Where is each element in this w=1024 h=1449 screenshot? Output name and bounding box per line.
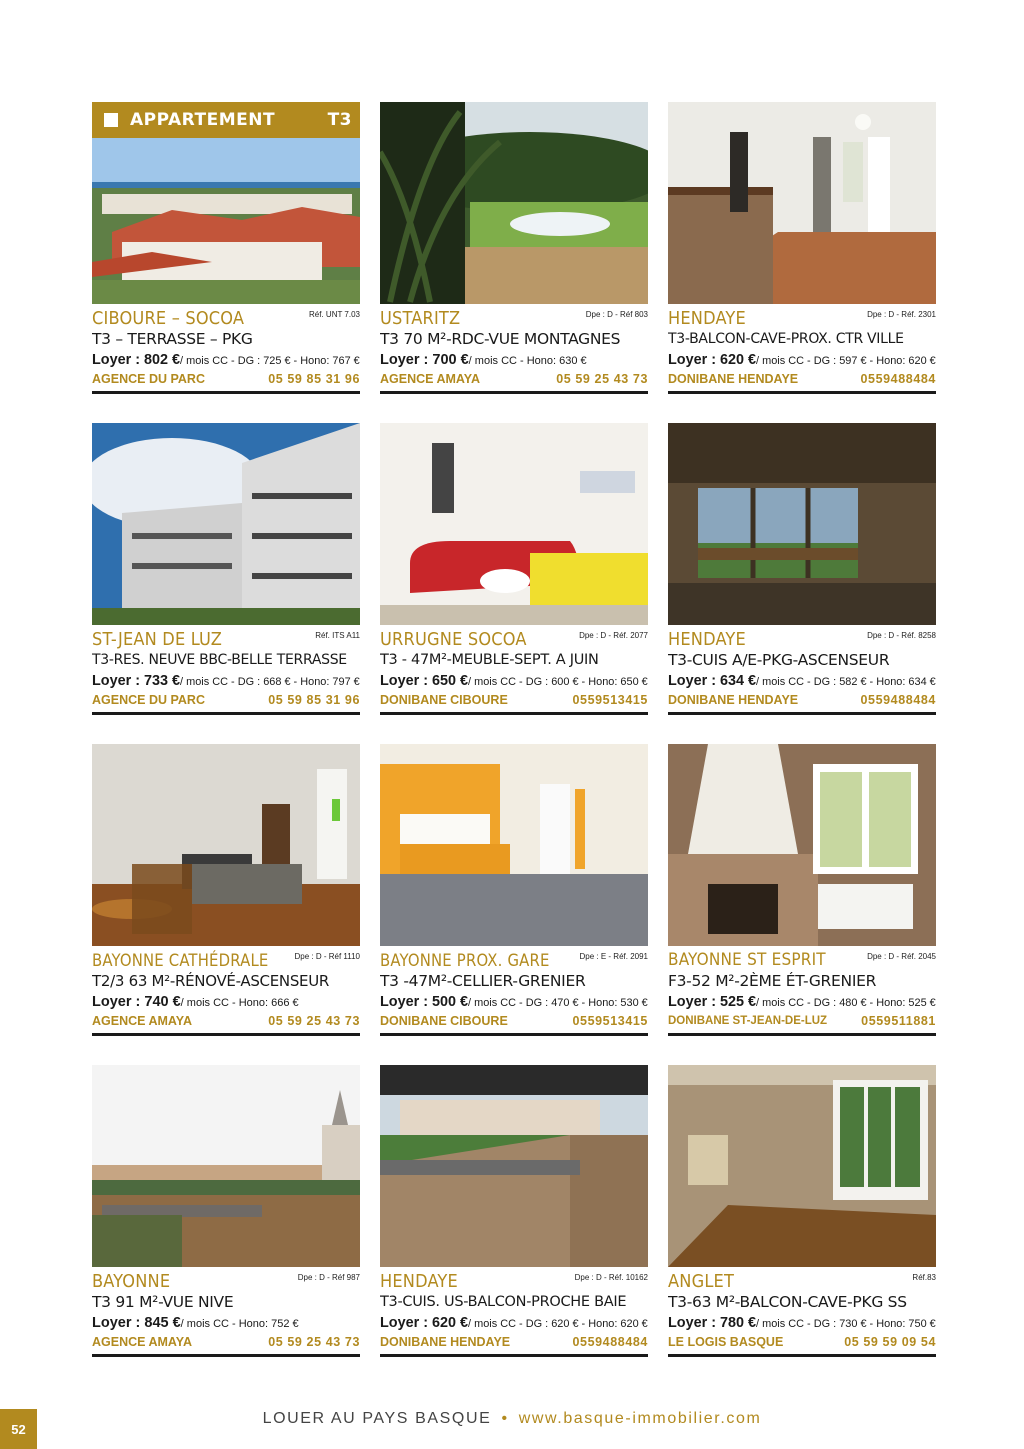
listing-city: ST-JEAN DE LUZ	[92, 629, 223, 650]
listing-agency[interactable]: DONIBANE HENDAYE	[668, 693, 799, 707]
listing-card[interactable]	[92, 423, 360, 720]
listing-price	[380, 992, 646, 1012]
listing-photo	[668, 1065, 936, 1267]
listing-agency[interactable]: AGENCE DU PARC	[92, 693, 205, 707]
listing-card[interactable]	[668, 102, 936, 399]
loyer-label: Loyer :	[92, 1315, 141, 1331]
page-footer	[0, 1410, 1024, 1428]
rent-terms: / mois CC - DG : 668 € - Hono: 797 €	[180, 676, 360, 688]
listing-agency[interactable]: AGENCE AMAYA	[92, 1014, 193, 1028]
listing-phone[interactable]: 05 59 25 43 73	[268, 1014, 360, 1028]
listing-photo	[380, 423, 648, 625]
listing-phone[interactable]: 05 59 25 43 73	[268, 1335, 360, 1349]
listing-price	[668, 1313, 934, 1333]
listing-city: CIBOURE – SOCOA	[92, 308, 245, 329]
listing-ref: Dpe : D - Réf. 2301	[867, 310, 936, 319]
footer-title: LOUER AU PAYS BASQUE	[262, 1410, 492, 1427]
listing-photo	[668, 102, 936, 304]
listing-city: HENDAYE	[668, 629, 746, 650]
rent-value: 620 €	[720, 352, 757, 368]
listing-price	[92, 1313, 360, 1333]
listing-ref: Réf. UNT 7.03	[309, 310, 360, 319]
listing-phone[interactable]: 0559488484	[860, 693, 936, 707]
listing-photo	[380, 102, 648, 304]
rent-value: 620 €	[432, 1315, 469, 1331]
listing-ref: Réf.83	[912, 1273, 936, 1282]
category-size: T3	[327, 110, 352, 130]
listing-phone[interactable]: 0559513415	[572, 1014, 648, 1028]
listing-info	[668, 625, 936, 715]
listing-price	[92, 992, 360, 1012]
loyer-label: Loyer :	[380, 994, 429, 1010]
rent-value: 733 €	[144, 673, 181, 689]
listing-phone[interactable]: 0559488484	[860, 372, 936, 386]
listing-ref: Dpe : D - Réf 987	[297, 1273, 360, 1282]
listing-ref: Dpe : D - Réf. 2077	[579, 631, 648, 640]
listing-desc: T3 - 47M²-MEUBLE-SEPT. A JUIN	[380, 652, 599, 668]
rent-terms: / mois CC - DG : 470 € - Hono: 530 €	[468, 997, 648, 1009]
listing-desc: F3-52 M²-2ÈME ÉT-GRENIER	[668, 972, 877, 990]
listing-desc: T3-63 M²-BALCON-CAVE-PKG SS	[668, 1293, 907, 1311]
listing-ref: Dpe : D - Réf. 2045	[867, 952, 936, 961]
listing-desc: T3 91 M²-VUE NIVE	[92, 1293, 234, 1311]
listing-agency[interactable]: AGENCE AMAYA	[380, 372, 481, 386]
listing-card[interactable]	[92, 102, 360, 399]
listing-phone[interactable]: 05 59 85 31 96	[268, 693, 360, 707]
listing-card[interactable]	[380, 1065, 648, 1362]
listing-card[interactable]	[668, 744, 936, 1041]
listing-ref: Dpe : D - Réf 803	[585, 310, 648, 319]
rent-terms: / mois CC - Hono: 666 €	[180, 997, 299, 1009]
listing-phone[interactable]: 05 59 25 43 73	[556, 372, 648, 386]
rent-terms: / mois CC - DG : 582 € - Hono: 634 €	[756, 676, 936, 688]
listing-price	[668, 992, 934, 1012]
footer-separator: •	[501, 1410, 509, 1427]
listing-price	[380, 671, 646, 691]
listing-price	[380, 350, 648, 370]
listing-phone[interactable]: 05 59 85 31 96	[268, 372, 360, 386]
listing-photo	[92, 744, 360, 946]
listing-city: BAYONNE CATHÉDRALE	[92, 951, 269, 970]
listing-agency[interactable]: AGENCE DU PARC	[92, 372, 205, 386]
listing-phone[interactable]: 0559513415	[572, 693, 648, 707]
rent-terms: / mois CC - DG : 725 € - Hono: 767 €	[180, 355, 360, 367]
listing-info	[92, 304, 360, 394]
listing-city: HENDAYE	[380, 1271, 458, 1292]
listing-city: BAYONNE ST ESPRIT	[668, 950, 826, 970]
loyer-label: Loyer :	[668, 673, 717, 689]
listing-ref: Dpe : E - Réf. 2091	[579, 952, 648, 961]
rent-value: 780 €	[720, 1315, 757, 1331]
listing-price	[92, 350, 358, 370]
rent-terms: / mois CC - DG : 620 € - Hono: 620 €	[468, 1318, 648, 1330]
listing-photo	[380, 744, 648, 946]
rent-value: 740 €	[144, 994, 181, 1010]
listing-ref: Dpe : D - Réf. 8258	[867, 631, 936, 640]
listing-info	[380, 304, 648, 394]
listing-city: URRUGNE SOCOA	[380, 629, 527, 650]
listing-info	[380, 1267, 648, 1357]
listing-agency[interactable]: DONIBANE CIBOURE	[380, 1014, 508, 1028]
rent-value: 525 €	[720, 994, 757, 1010]
listing-card[interactable]	[92, 1065, 360, 1362]
listings-grid	[92, 102, 937, 1362]
loyer-label: Loyer :	[668, 1315, 717, 1331]
listing-phone[interactable]: 0559488484	[572, 1335, 648, 1349]
listing-desc: T3-BALCON-CAVE-PROX. CTR VILLE	[668, 331, 904, 347]
listing-agency[interactable]: DONIBANE CIBOURE	[380, 693, 508, 707]
listing-photo	[380, 1065, 648, 1267]
rent-value: 650 €	[432, 673, 469, 689]
listing-info	[92, 946, 360, 1036]
listing-city: BAYONNE	[92, 1271, 171, 1292]
listing-card[interactable]	[668, 423, 936, 720]
page-number: 52	[0, 1409, 37, 1449]
listing-agency[interactable]: DONIBANE HENDAYE	[380, 1335, 511, 1349]
listing-card[interactable]	[380, 744, 648, 1041]
listing-agency[interactable]: LE LOGIS BASQUE	[668, 1335, 784, 1349]
listing-info	[668, 1267, 936, 1357]
rent-terms: / mois CC - DG : 480 € - Hono: 525 €	[756, 997, 936, 1009]
category-banner	[92, 102, 360, 138]
square-icon	[104, 113, 118, 127]
loyer-label: Loyer :	[668, 352, 717, 368]
listing-agency[interactable]: AGENCE AMAYA	[92, 1335, 193, 1349]
listing-phone[interactable]: 0559511881	[861, 1014, 936, 1028]
listing-photo	[668, 423, 936, 625]
listing-info	[668, 946, 936, 1036]
listing-agency[interactable]: DONIBANE ST-JEAN-DE-LUZ	[668, 1015, 828, 1027]
rent-value: 845 €	[144, 1315, 181, 1331]
footer-url[interactable]: www.basque-immobilier.com	[518, 1410, 762, 1427]
listing-desc: T3 70 M²-RDC-VUE MONTAGNES	[380, 330, 621, 348]
listing-price	[668, 671, 934, 691]
rent-value: 500 €	[432, 994, 469, 1010]
loyer-label: Loyer :	[380, 1315, 429, 1331]
listing-price	[92, 671, 358, 691]
rent-value: 700 €	[432, 352, 469, 368]
loyer-label: Loyer :	[380, 673, 429, 689]
listing-card[interactable]	[380, 102, 648, 399]
loyer-label: Loyer :	[92, 994, 141, 1010]
listing-card[interactable]	[92, 744, 360, 1041]
listing-ref: Dpe : D - Réf. 10162	[574, 1273, 648, 1282]
rent-value: 802 €	[144, 352, 181, 368]
listing-city: BAYONNE PROX. GARE	[380, 951, 550, 970]
listing-phone[interactable]: 05 59 59 09 54	[844, 1335, 936, 1349]
listing-photo	[92, 423, 360, 625]
rent-terms: / mois CC - DG : 730 € - Hono: 750 €	[756, 1318, 936, 1330]
listing-info	[380, 946, 648, 1036]
listing-photo	[92, 102, 360, 304]
rent-terms: / mois CC - DG : 600 € - Hono: 650 €	[468, 676, 648, 688]
rent-value: 634 €	[720, 673, 757, 689]
listing-info	[92, 625, 360, 715]
loyer-label: Loyer :	[92, 673, 141, 689]
listing-desc: T2/3 63 M²-RÉNOVÉ-ASCENSEUR	[92, 972, 330, 990]
listing-city: ANGLET	[668, 1271, 735, 1292]
loyer-label: Loyer :	[92, 352, 141, 368]
loyer-label: Loyer :	[668, 994, 717, 1010]
rent-terms: / mois CC - Hono: 630 €	[468, 355, 587, 367]
listing-card[interactable]	[380, 423, 648, 720]
listing-desc: T3 – TERRASSE – PKG	[92, 330, 253, 348]
listing-price	[380, 1313, 646, 1333]
listing-city: HENDAYE	[668, 308, 746, 329]
listing-desc: T3 -47M²-CELLIER-GRENIER	[380, 972, 586, 990]
listing-info	[380, 625, 648, 715]
listing-ref: Réf. ITS A11	[315, 631, 360, 640]
rent-terms: / mois CC - DG : 597 € - Hono: 620 €	[756, 355, 936, 367]
listing-desc: T3-CUIS. US-BALCON-PROCHE BAIE	[380, 1294, 627, 1310]
listing-photo	[668, 744, 936, 946]
listing-city: USTARITZ	[380, 308, 461, 329]
listing-info	[668, 304, 936, 394]
listing-desc: T3-CUIS A/E-PKG-ASCENSEUR	[668, 651, 890, 669]
category-label: APPARTEMENT	[130, 110, 276, 130]
listing-photo	[92, 1065, 360, 1267]
rent-terms: / mois CC - Hono: 752 €	[180, 1318, 299, 1330]
listing-ref: Dpe : D - Réf 1110	[294, 952, 360, 961]
listing-info	[92, 1267, 360, 1357]
listing-price	[668, 350, 934, 370]
listing-card[interactable]	[668, 1065, 936, 1362]
listing-agency[interactable]: DONIBANE HENDAYE	[668, 372, 799, 386]
listing-desc: T3-RES. NEUVE BBC-BELLE TERRASSE	[92, 652, 347, 668]
loyer-label: Loyer :	[380, 352, 429, 368]
